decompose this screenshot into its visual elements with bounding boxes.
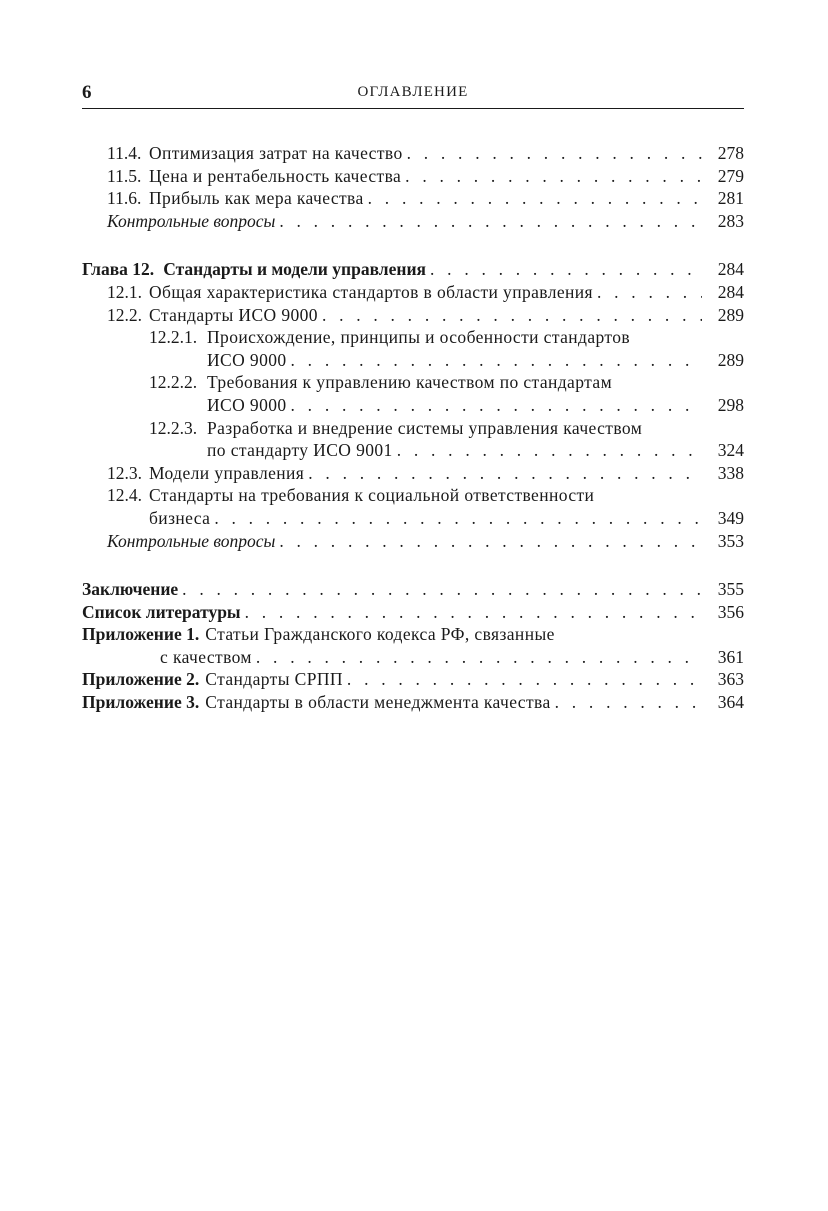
toc-entry-page: 278 <box>717 143 744 163</box>
toc-entry-page: 338 <box>717 462 744 483</box>
toc-entry-review-questions-11[interactable] <box>82 210 744 233</box>
toc-entry-page: 363 <box>717 669 744 690</box>
toc-entry-title: Модели управления <box>149 462 305 483</box>
leader-dots <box>368 187 702 210</box>
toc-entry-title-line1: Статьи Гражданского кодекса РФ, связанные <box>205 624 555 645</box>
toc-entry-11-4[interactable] <box>82 142 744 165</box>
toc-entry-11-5[interactable] <box>82 165 744 188</box>
toc-entry-appendix-2[interactable] <box>82 668 744 691</box>
toc-entry-number: Приложение 1. <box>82 624 200 645</box>
toc-entry-page: 279 <box>717 165 744 186</box>
toc-entry-page: 284 <box>717 281 744 302</box>
toc-entry-number: 12.4. <box>107 485 142 506</box>
toc-entry-title-line2: по стандарту ИСО 9001 <box>207 440 393 461</box>
running-title: ОГЛАВЛЕНИЕ <box>357 84 469 100</box>
toc-entry-12-2-3[interactable] <box>82 417 744 462</box>
leader-dots <box>214 507 702 530</box>
section-gap <box>82 232 744 258</box>
toc-entry-title: Контрольные вопросы <box>107 210 276 231</box>
toc-entry-appendix-1[interactable] <box>82 623 744 668</box>
toc-entry-12-1[interactable] <box>82 281 744 304</box>
toc-entry-number: Приложение 2. <box>82 669 200 690</box>
toc-entry-title: Список литературы <box>82 601 241 622</box>
toc-entry-number: 12.3. <box>107 462 142 483</box>
toc-entry-title: Заключение <box>82 579 179 600</box>
leader-dots <box>308 462 702 485</box>
leader-dots <box>405 165 702 188</box>
leader-dots <box>322 304 702 327</box>
toc-entry-number: 12.2. <box>107 304 142 325</box>
toc-entry-title: Стандарты ИСО 9000 <box>149 304 318 325</box>
toc-entry-title-line2: ИСО 9000 <box>207 394 287 415</box>
toc-entry-number: 11.6. <box>107 188 142 209</box>
toc-entry-number: 11.4. <box>107 143 142 163</box>
toc-entry-title: Стандарты СРПП <box>205 669 343 690</box>
leader-dots <box>182 578 702 601</box>
toc-entry-12-2[interactable] <box>82 304 744 327</box>
toc-entry-number: 12.2.2. <box>149 372 198 393</box>
toc-entry-title: Стандарты в области менеджмента качества <box>205 692 551 713</box>
leader-dots <box>279 530 702 553</box>
toc-entry-page: 324 <box>717 440 744 461</box>
toc-entry-title-line1: Происхождение, принципы и особенности стандартов <box>207 327 631 348</box>
toc-entry-number: 12.1. <box>107 281 142 302</box>
toc-entry-page: 283 <box>717 210 744 231</box>
toc-entry-page: 349 <box>717 507 744 528</box>
toc-entry-number: 11.5. <box>107 165 142 186</box>
page-number: 6 <box>82 82 92 103</box>
toc-entry-12-2-2[interactable] <box>82 371 744 416</box>
table-of-contents <box>82 142 744 714</box>
toc-entry-number: 12.2.1. <box>149 327 198 348</box>
toc-entry-page: 361 <box>717 646 744 667</box>
leader-dots <box>245 601 702 624</box>
toc-entry-chapter-12[interactable] <box>82 258 744 281</box>
leader-dots <box>407 142 702 165</box>
toc-entry-page: 356 <box>717 601 744 622</box>
toc-entry-bibliography[interactable] <box>82 601 744 624</box>
toc-entry-number: Приложение 3. <box>82 692 200 713</box>
toc-entry-page: 281 <box>717 188 744 209</box>
toc-entry-conclusion[interactable] <box>82 578 744 601</box>
toc-entry-12-2-1[interactable] <box>82 326 744 371</box>
toc-entry-number: Глава 12. <box>82 259 155 280</box>
toc-entry-title: Общая характеристика стандартов в области управления <box>149 281 593 302</box>
toc-entry-appendix-3[interactable] <box>82 691 744 714</box>
toc-entry-number: 12.2.3. <box>149 417 198 438</box>
section-gap <box>82 552 744 578</box>
leader-dots <box>291 349 702 372</box>
toc-entry-title-line2: бизнеса <box>149 507 211 528</box>
toc-entry-page: 298 <box>717 394 744 415</box>
leader-dots <box>256 646 702 669</box>
toc-entry-page: 289 <box>717 304 744 325</box>
toc-entry-title-line1: Требования к управлению качеством по стандартам <box>207 372 613 393</box>
toc-entry-title: Оптимизация затрат на качество <box>149 143 403 163</box>
toc-entry-page: 353 <box>717 530 744 551</box>
toc-entry-page: 364 <box>717 692 744 713</box>
leader-dots <box>279 210 702 233</box>
toc-entry-title-line2: с качеством <box>160 646 252 667</box>
leader-dots <box>347 668 702 691</box>
toc-entry-title-line1: Разработка и внедрение системы управления качеством <box>207 417 643 438</box>
toc-entry-page: 355 <box>717 579 744 600</box>
toc-entry-title-line1: Стандарты на требования к социальной ответственности <box>149 485 595 506</box>
toc-entry-title-line2: ИСО 9000 <box>207 349 287 370</box>
toc-entry-title: Контрольные вопросы <box>107 530 276 551</box>
toc-entry-12-4[interactable] <box>82 484 744 529</box>
leader-dots <box>291 394 702 417</box>
leader-dots <box>555 691 702 714</box>
toc-entry-title: Цена и рентабельность качества <box>149 165 402 186</box>
running-header <box>82 82 744 109</box>
toc-entry-review-questions-12[interactable] <box>82 530 744 553</box>
toc-entry-title: Прибыль как мера качества <box>149 188 364 209</box>
leader-dots <box>397 439 702 462</box>
toc-entry-page: 289 <box>717 349 744 370</box>
toc-entry-12-3[interactable] <box>82 462 744 485</box>
toc-entry-11-6[interactable] <box>82 187 744 210</box>
toc-entry-page: 284 <box>717 259 744 280</box>
leader-dots <box>430 258 702 281</box>
toc-entry-title: Стандарты и модели управления <box>163 259 427 280</box>
leader-dots <box>597 281 702 304</box>
